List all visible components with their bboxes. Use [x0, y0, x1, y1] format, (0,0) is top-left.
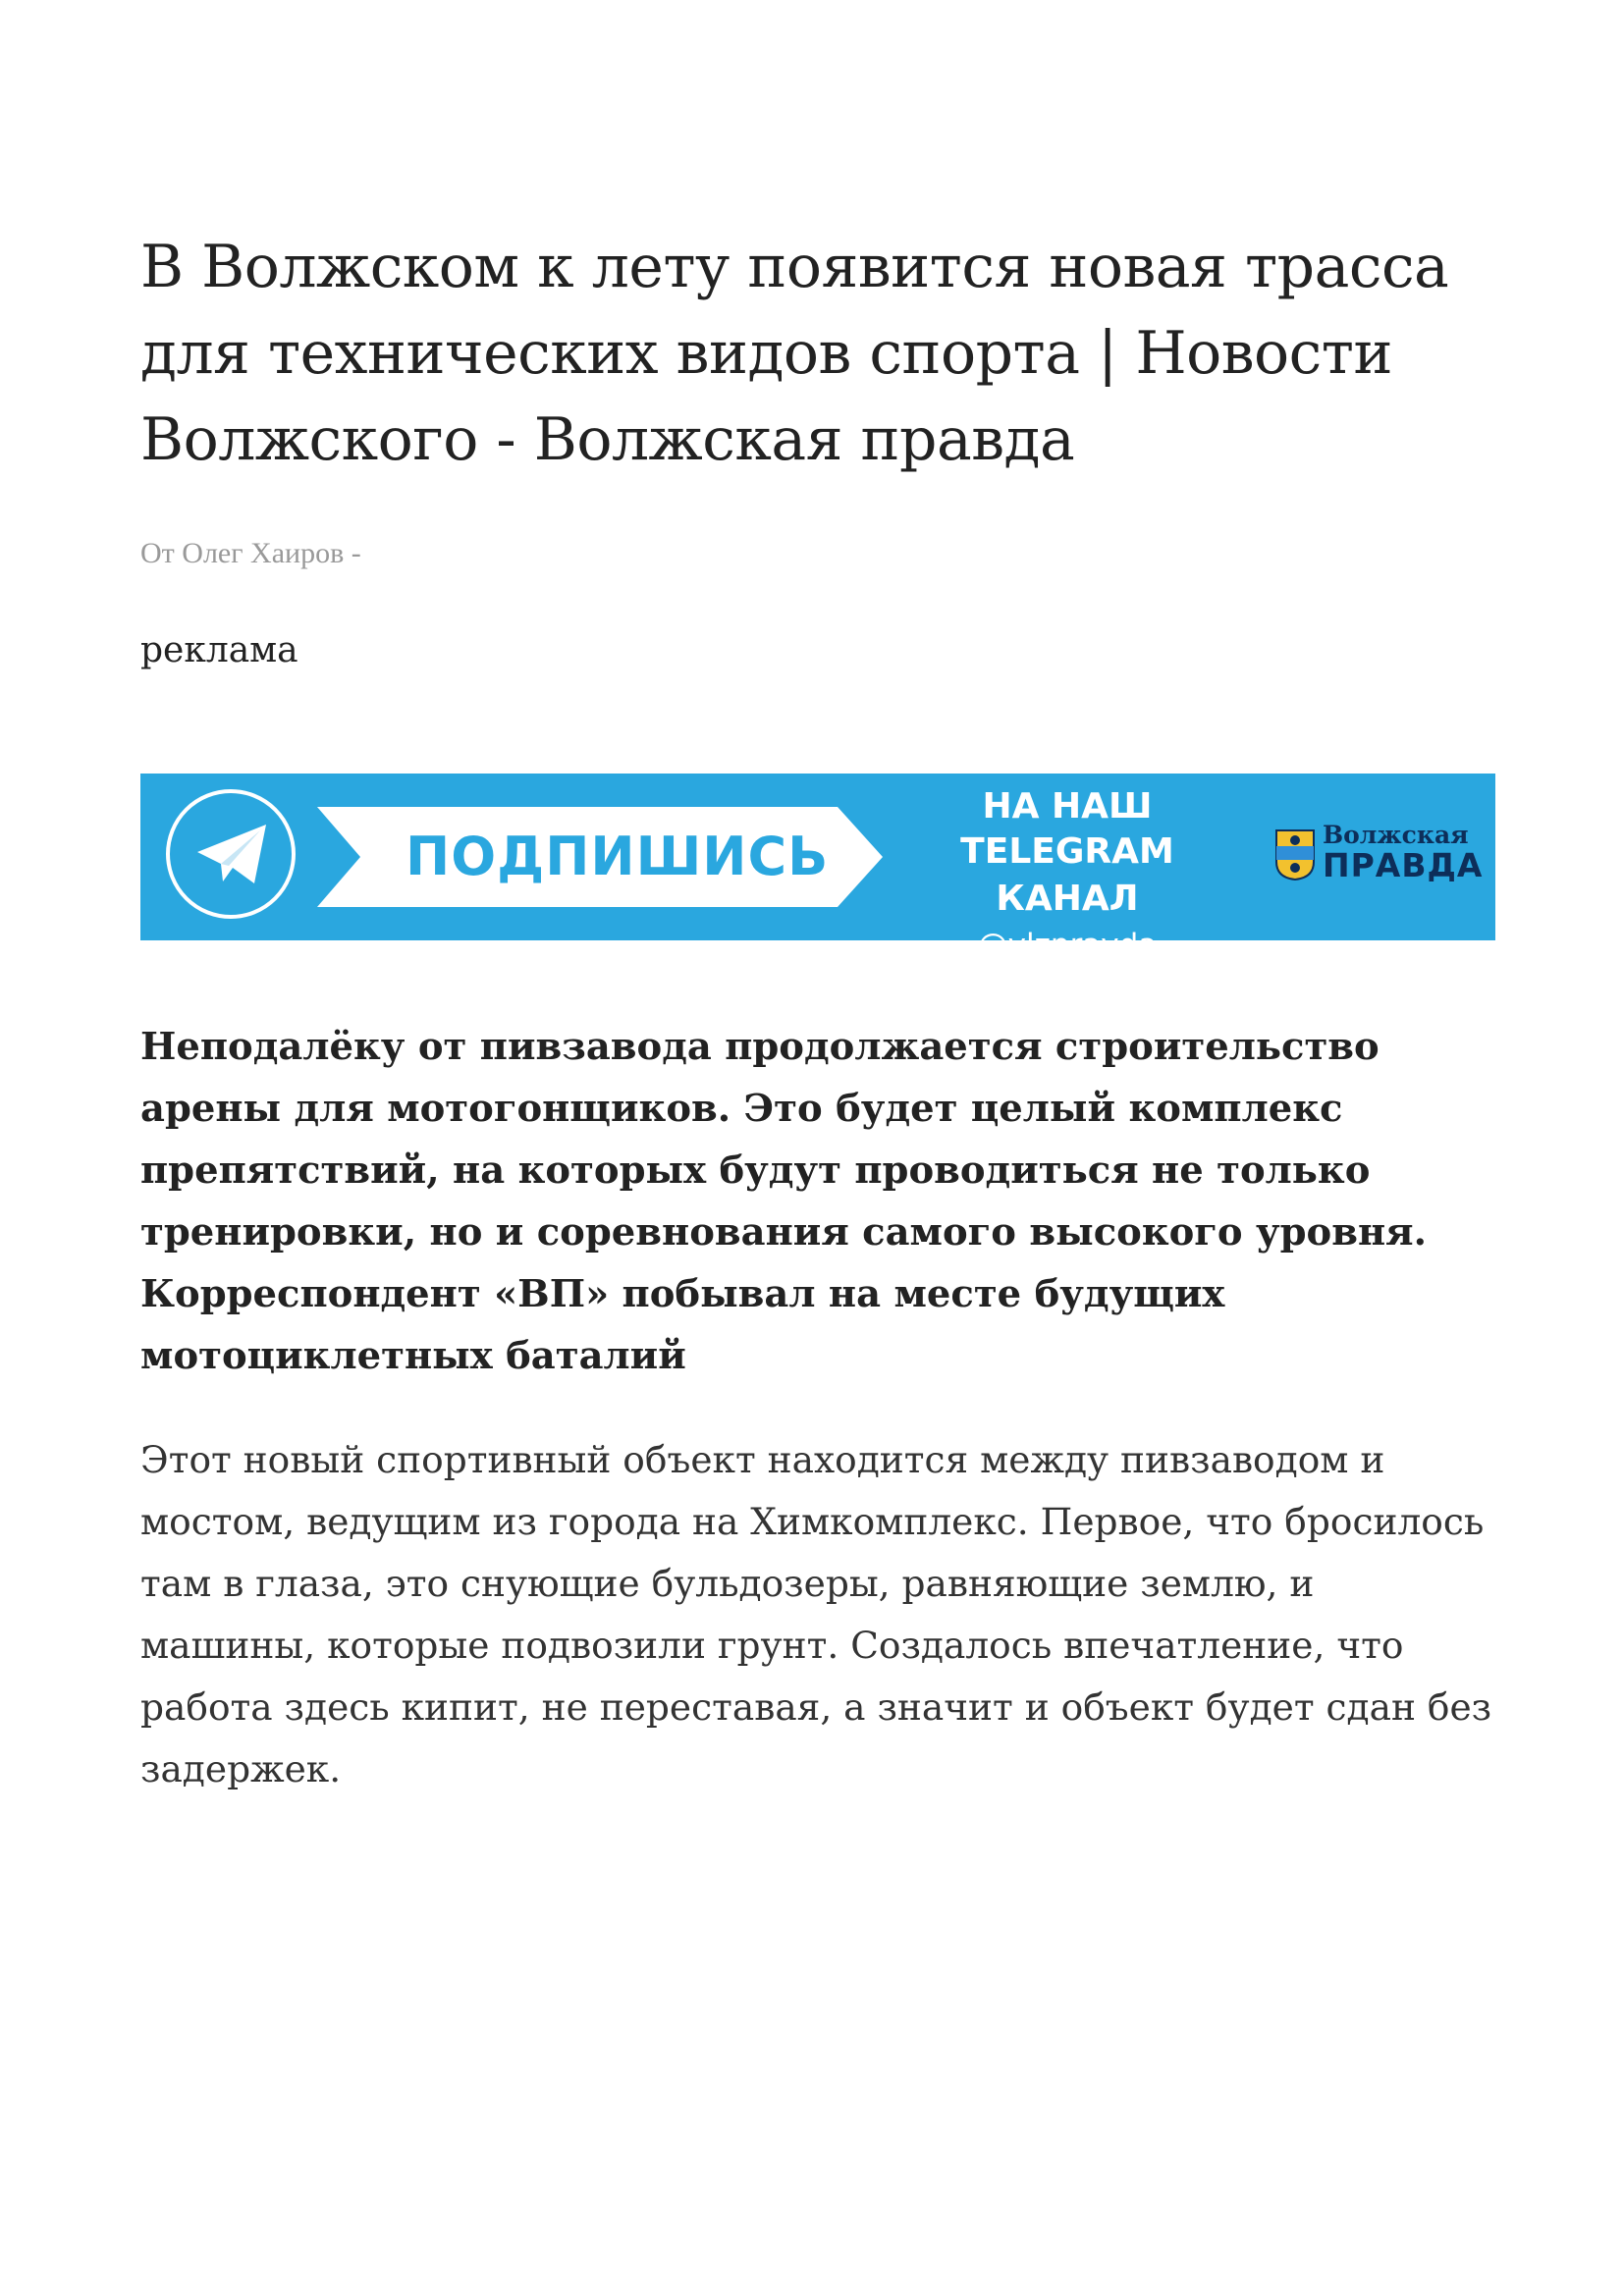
telegram-subscribe-banner[interactable] — [140, 774, 1495, 963]
article-lead: Неподалёку от пивзавода продолжается строительство арены для мотогонщиков. Это будет целый комплекс препятствий, на которых будут проводиться не только тренировки, но и соревнования самого высокого уровня. Корреспондент «ВП» побывал на месте будущих мотоциклетных баталий — [140, 1025, 1427, 1378]
paper-plane-icon — [195, 823, 270, 887]
vp-logo — [1323, 823, 1483, 883]
logo-big-text: ПРАВДА — [1323, 846, 1484, 884]
ad-label: реклама — [140, 630, 298, 670]
subscribe-arrow[interactable] — [317, 807, 883, 907]
channel-handle: @vlzpravda — [977, 928, 1158, 963]
author-byline: От Олег Хаиров - — [140, 537, 361, 569]
channel-line-1: НА НАШ — [982, 786, 1153, 827]
page-title: В Волжском к лету появится новая трасса для технических видов спорта | Новости Волжского - Волжская правда — [140, 233, 1449, 474]
channel-info — [885, 785, 1250, 968]
telegram-icon — [166, 789, 296, 919]
logo-small-text: Волжская — [1323, 821, 1469, 849]
city-emblem-icon — [1274, 828, 1316, 881]
channel-line-2: TELEGRAM КАНАЛ — [960, 831, 1174, 919]
subscribe-button-label: ПОДПИШИСЬ — [406, 826, 830, 887]
article-body-paragraph: Этот новый спортивный объект находится между пивзаводом и мостом, ведущим из города на Химкомплекс. Первое, что бросилось там в глаза, это снующие бульдозеры, равняющие землю, и машины, которые подвозили грунт. Создалось впечатление, что работа здесь кипит, не переставая, а значит и объект будет сдан без задержек. — [140, 1438, 1492, 1790]
